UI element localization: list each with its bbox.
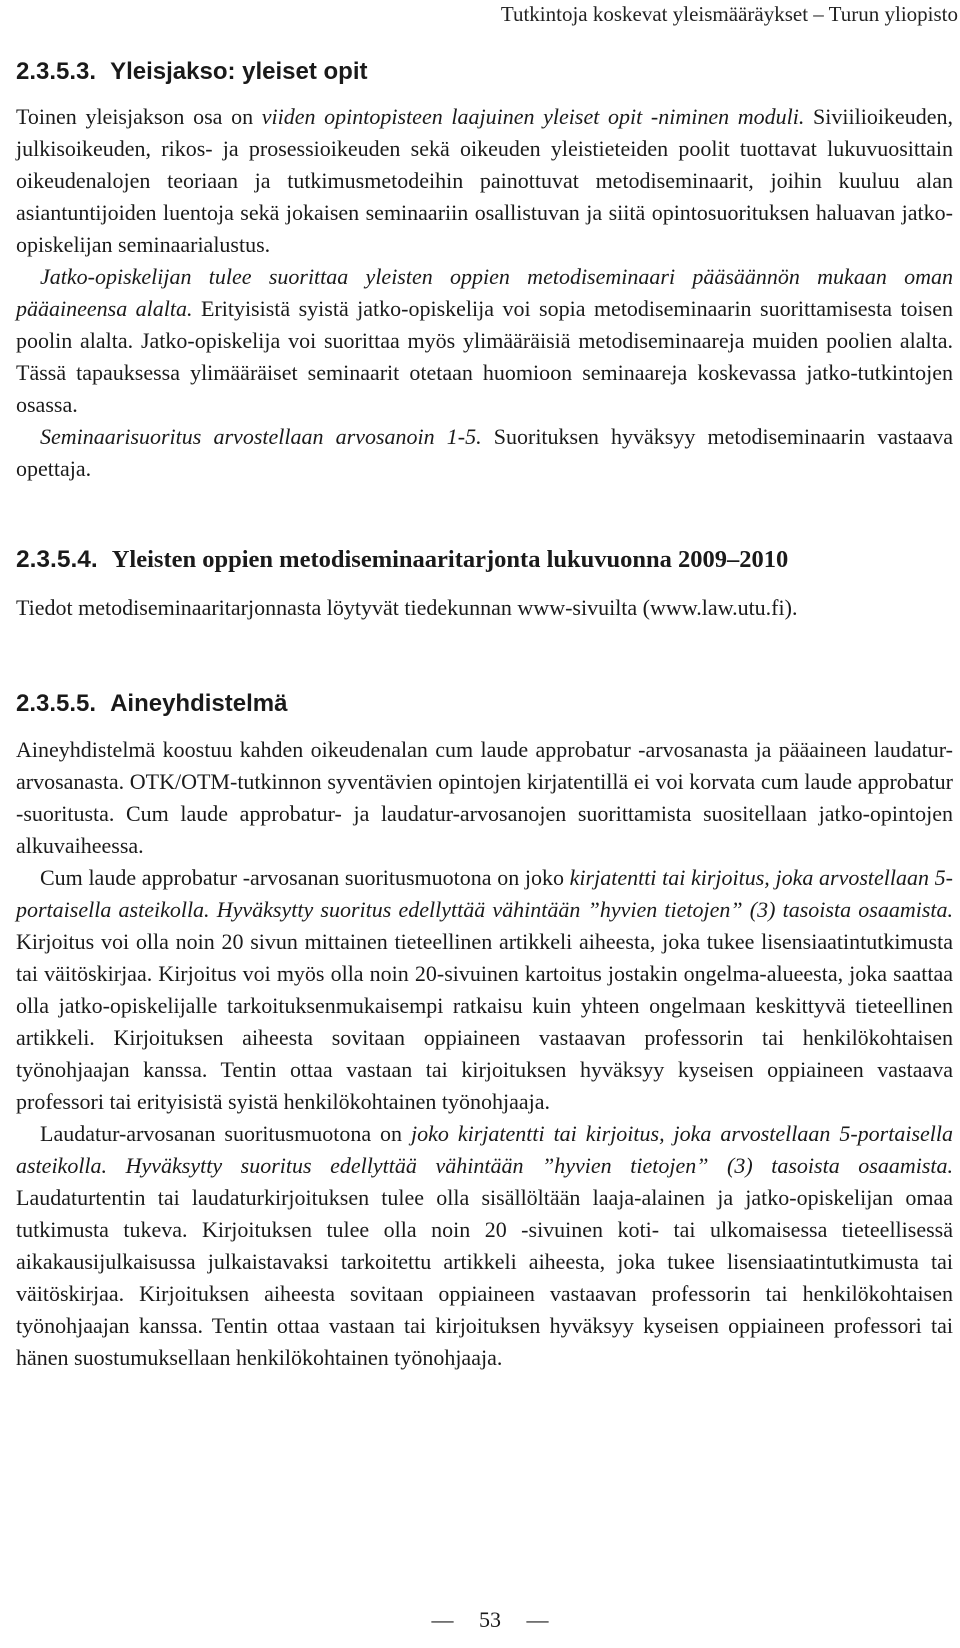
text-run: Laudaturtentin tai laudaturkirjoituksen tulee olla sisällöltään laaja-alainen ja jatko-opiskelijan omaa tutkimusta tukeva. Kirjoituksen tulee olla noin 20 -sivuinen koti- tai ulkomaisessa tieteellisessä aikakausijulkaisussa julkaistavaksi tarkoitettu artikkeli aiheesta, joka tukee lisensiaatintutkimusta tai väitöskirjaa. Kirjoituksen aiheesta sovitaan oppiaineen vastaavan professorin tai henkilökohtaisen työnohjaajan kanssa. Tentin ottaa vastaan tai kirjoituksen hyväksyy kyseisen oppiaineen professori tai hänen suostumuksellaan henkilökohtainen työnohjaaja. bbox=[16, 1185, 953, 1370]
paragraph bbox=[16, 261, 953, 421]
paragraph bbox=[16, 734, 953, 862]
text-run: Tiedot metodiseminaaritarjonnasta löytyvät tiedekunnan www-sivuilta (www.law.utu.fi). bbox=[16, 595, 798, 620]
italic-run: kirjatentti tai kirjoitus, joka arvostellaan 5-portaisella asteikolla. Hyväksytty suoritus edellyttää vähintään ”hyvien tietojen” (3) tasoista osaamista. bbox=[16, 865, 953, 922]
italic-run: viiden opintopisteen laajuinen yleiset opit -niminen moduli. bbox=[261, 104, 805, 129]
text-run: Kirjoitus voi olla noin 20 sivun mittainen tieteellinen artikkeli aiheesta, joka tukee lisensiaatintutkimusta tai väitöskirjaa. Kirjoitus voi myös olla noin 20-sivuinen kartoitus jostakin ongelma-alueesta, joka saattaa olla jatko-opiskelijalle tarkoituksenmukaisempi ratkaisu kuin yhteen ongelmaan keskittyvä tieteellinen artikkeli. Kirjoituksen aiheesta sovitaan oppiaineen vastaavan professorin tai henkilökohtaisen työnohjaajan kanssa. Tentin ottaa vastaan tai kirjoituksen hyväksyy kyseisen oppiaineen vastaava professori tai erityisistä syistä henkilökohtainen työnohjaaja. bbox=[16, 929, 953, 1114]
running-header: Tutkintoja koskevat yleismääräykset – Turun yliopisto bbox=[500, 2, 958, 26]
italic-run: joko kirjatentti tai kirjoitus, joka arvostellaan 5-portaisella asteikolla. Hyväksytty suoritus edellyttää vähintään ”hyvien tietojen” (3) tasoista osaamista. bbox=[16, 1121, 953, 1178]
section-number: 2.3.5.5. bbox=[16, 690, 97, 717]
text-run: Cum laude approbatur -arvosanan suoritusmuotona on joko bbox=[40, 865, 570, 890]
page-number: 53 bbox=[479, 1607, 501, 1632]
footer-dash: — bbox=[526, 1607, 549, 1632]
text-run: Toinen yleisjakson osa on bbox=[16, 104, 262, 129]
section-heading-2-3-5-5 bbox=[16, 690, 287, 718]
paragraph bbox=[16, 592, 953, 624]
italic-run: Seminaarisuoritus arvostellaan arvosanoin 1-5. bbox=[40, 424, 482, 449]
italic-run: Jatko-opiskelijan tulee suorittaa yleisten oppien metodiseminaari pääsäännön mukaan oman pääaineensa alalta. bbox=[16, 264, 953, 321]
paragraph bbox=[16, 862, 953, 1118]
section-title: Yleisjakso: yleiset opit bbox=[110, 58, 368, 85]
text-run: Siviilioikeuden, julkisoikeuden, rikos- ja prosessioikeuden sekä oikeuden yleistieteiden poolit tuottavat lukuvuosittain oikeudenalojen teoriaan ja tutkimusmetodeihin painottuvat metodiseminaarit, joihin kuuluu alan asiantuntijoiden luentoja sekä jokaisen seminaariin osallistuvan ja siitä opintosuorituksen haluavan jatko-opiskelijan seminaarialustus. bbox=[16, 104, 953, 257]
text-run: Laudatur-arvosanan suoritusmuotona on bbox=[40, 1121, 412, 1146]
section-title: Yleisten oppien metodiseminaaritarjonta lukuvuonna 2009–2010 bbox=[111, 546, 789, 573]
text-run: Erityisistä syistä jatko-opiskelija voi sopia metodiseminaarin suorittamisesta toisen poolin alalta. Jatko-opiskelija voi suorittaa myös ylimääräisiä metodiseminaareja muiden poolien alalta. Tässä tapauksessa ylimääräiset seminaarit otetaan huomioon seminaareja koskevassa jatko-tutkintojen osassa. bbox=[16, 296, 953, 417]
section-heading-2-3-5-3 bbox=[16, 58, 368, 86]
paragraph bbox=[16, 101, 953, 261]
footer-dash: — bbox=[431, 1607, 454, 1632]
page-footer bbox=[0, 1607, 960, 1633]
paragraph bbox=[16, 1118, 953, 1374]
section-number: 2.3.5.4. bbox=[16, 546, 98, 573]
paragraph bbox=[16, 421, 953, 485]
section-title: Aineyhdistelmä bbox=[110, 690, 288, 717]
section-heading-2-3-5-4 bbox=[16, 546, 788, 574]
section-number: 2.3.5.3. bbox=[16, 58, 97, 85]
text-run: Suorituksen hyväksyy metodiseminaarin vastaava opettaja. bbox=[16, 424, 953, 481]
text-run: Aineyhdistelmä koostuu kahden oikeudenalan cum laude approbatur -arvosanasta ja pääaineen laudatur-arvosanasta. OTK/OTM-tutkinnon syventävien opintojen kirjatentillä ei voi korvata cum laude approbatur -suoritusta. Cum laude approbatur- ja laudatur-arvosanojen suorittamista suositellaan jatko-opintojen alkuvaiheessa. bbox=[16, 737, 953, 858]
